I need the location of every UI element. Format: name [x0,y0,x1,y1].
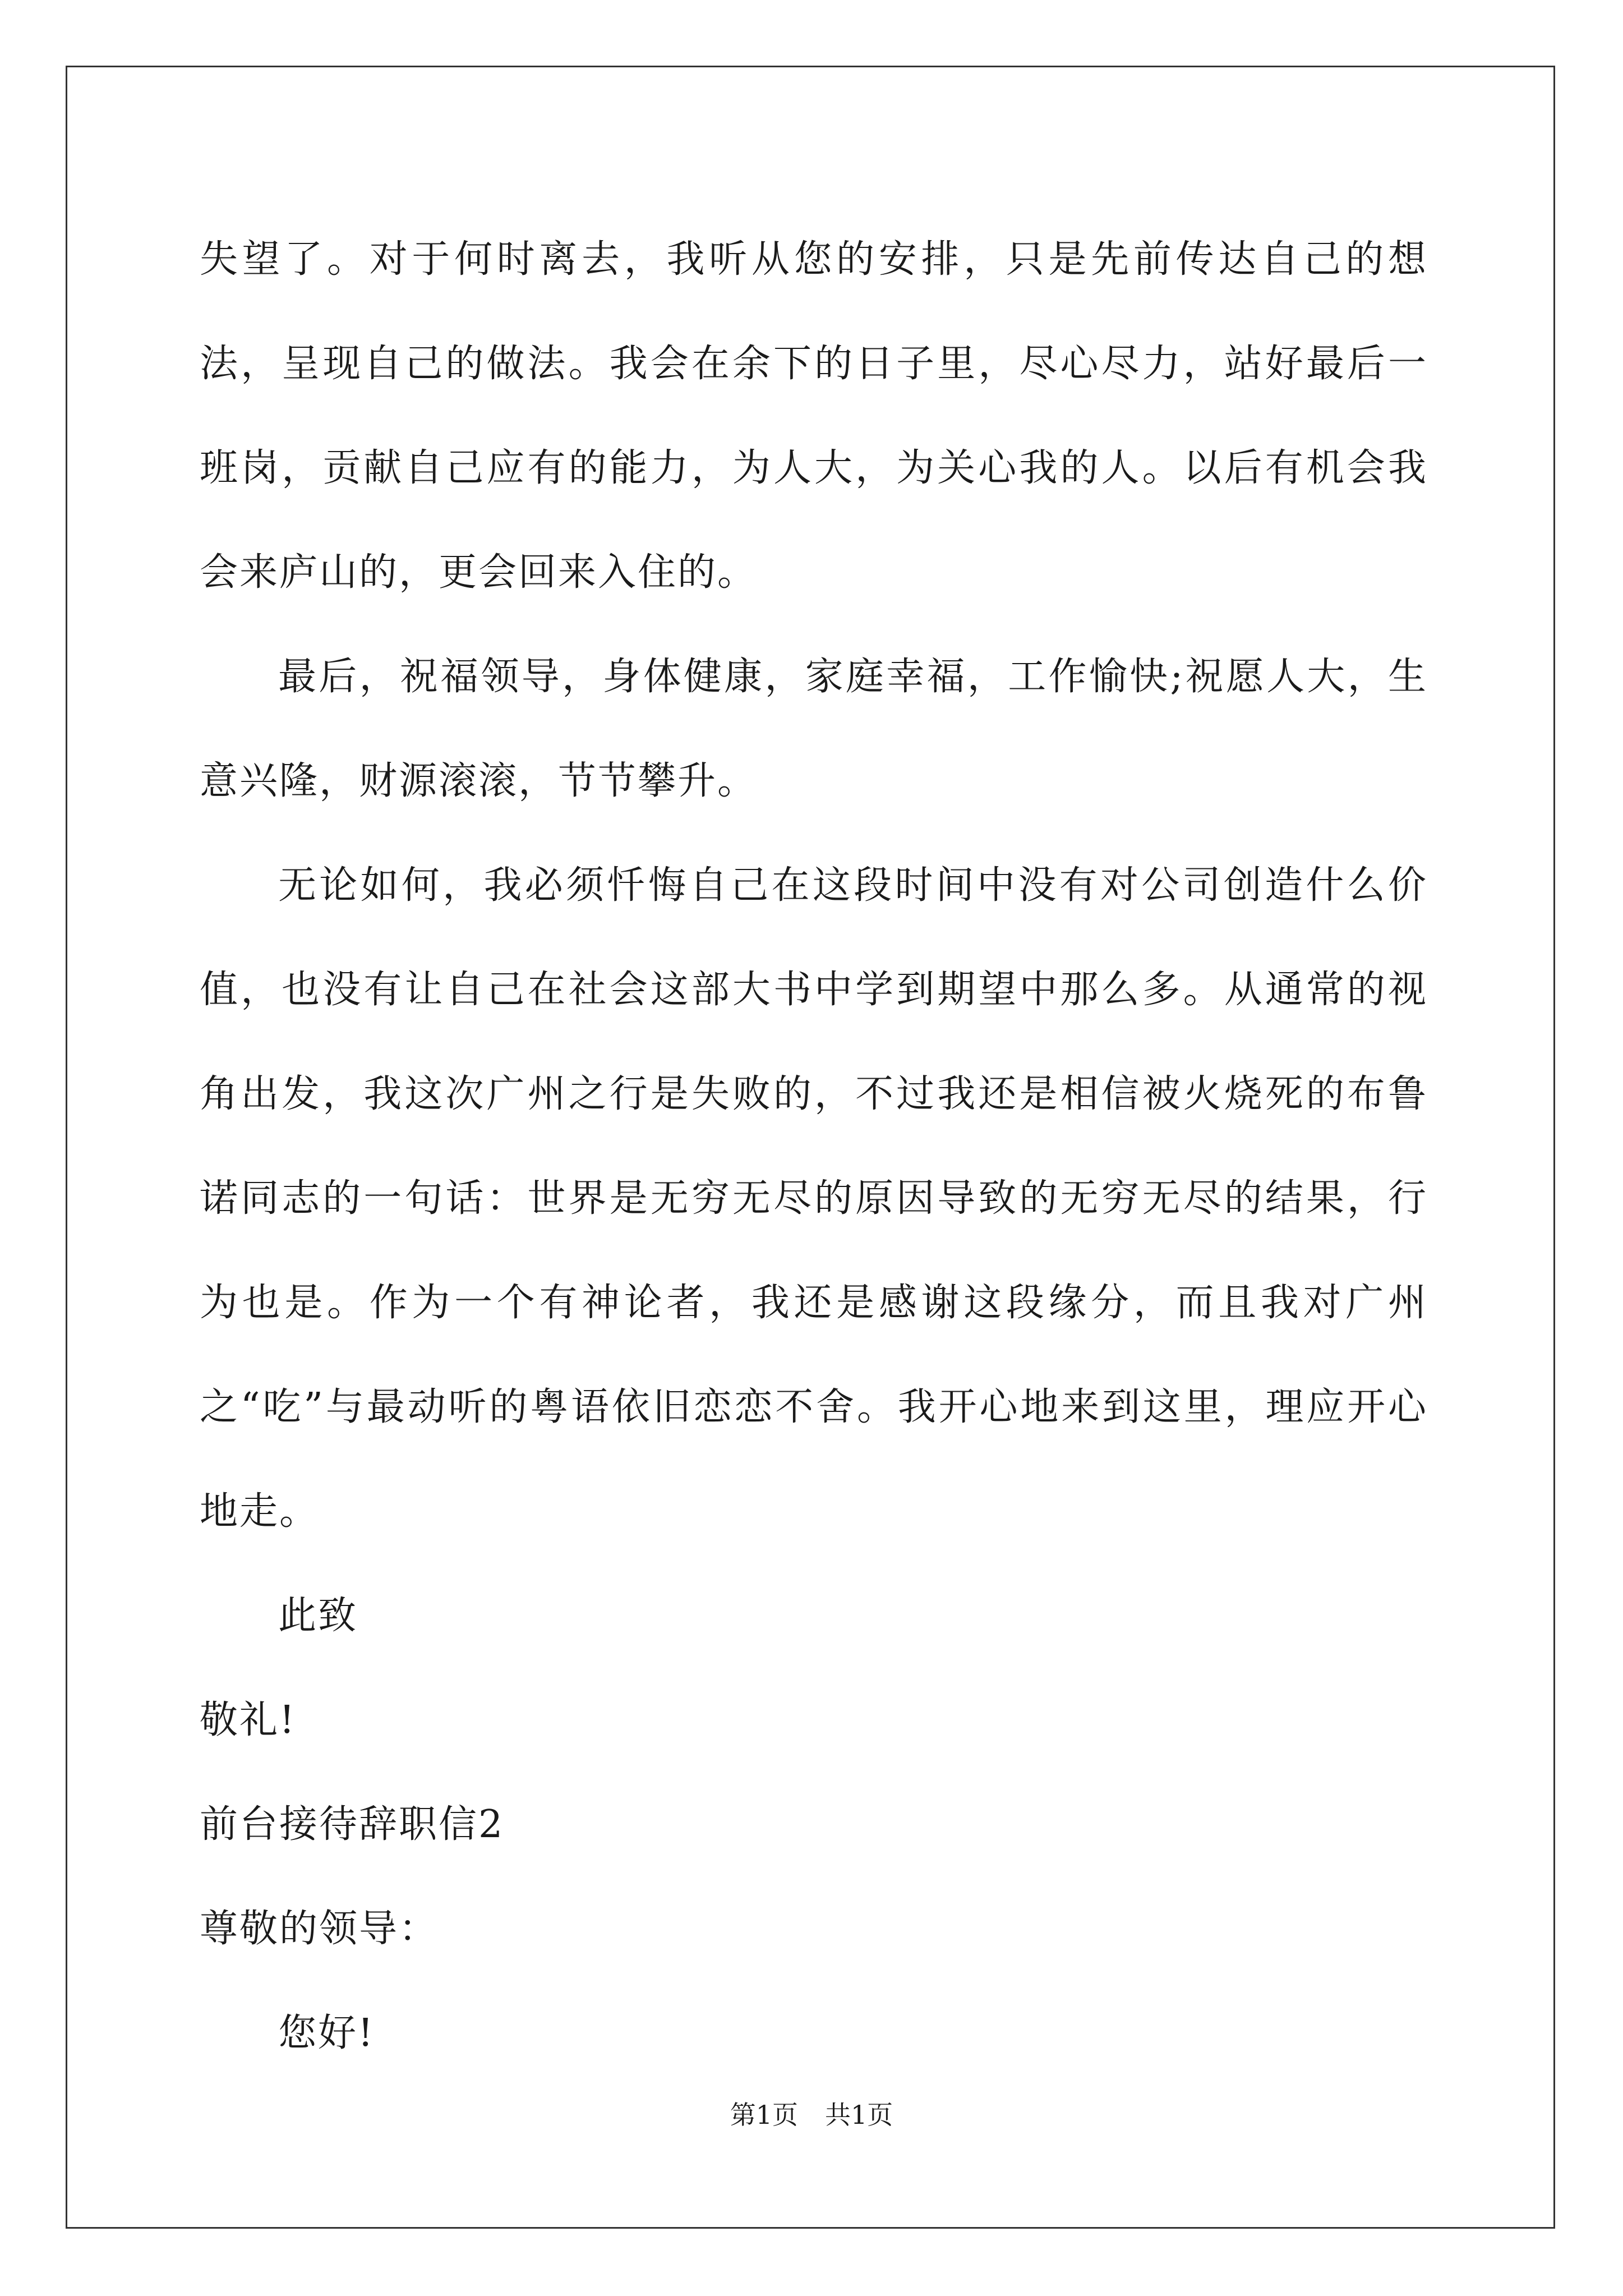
paragraph-3: 无论如何，我必须忏悔自己在这段时间中没有对公司创造什么价值，也没有让自己在社会这部大书中学到期望中那么多。从通常的视角出发，我这次广州之行是失败的，不过我还是相信被火烧死的布鲁诺同志的一句话：世界是无穷无尽的原因导致的无穷无尽的结果，行为也是。作为一个有神论者，我还是感谢这段缘分，而且我对广州之“吃”与最动听的粤语依旧恋恋不舍。我开心地来到这里，理应开心地走。 [200,863,1428,1534]
closing-salutation: 此致 [278,1594,358,1638]
page-total: 共1页 [825,2100,893,2130]
paragraph-1: 失望了。对于何时离去，我听从您的安排，只是先前传达自己的想法，呈现自己的做法。我会在余下的日子里，尽心尽力，站好最后一班岗，贡献自己应有的能力，为人大，为关心我的人。以后有机会我会来庐山的，更会回来入住的。 [200,237,1428,595]
document-body [200,208,1428,2086]
letter-title: 前台接待辞职信2 [200,1802,505,1847]
letter-greeting: 尊敬的领导： [200,1907,439,1951]
paragraph-2: 最后，祝福领导，身体健康，家庭幸福，工作愉快;祝愿人大，生意兴隆，财源滚滚，节节攀升。 [200,655,1428,803]
letter-hello: 您好! [278,2011,375,2055]
closing-regards: 敬礼! [200,1698,297,1742]
page-number: 第1页 [730,2100,798,2130]
page-footer [0,2098,1623,2132]
